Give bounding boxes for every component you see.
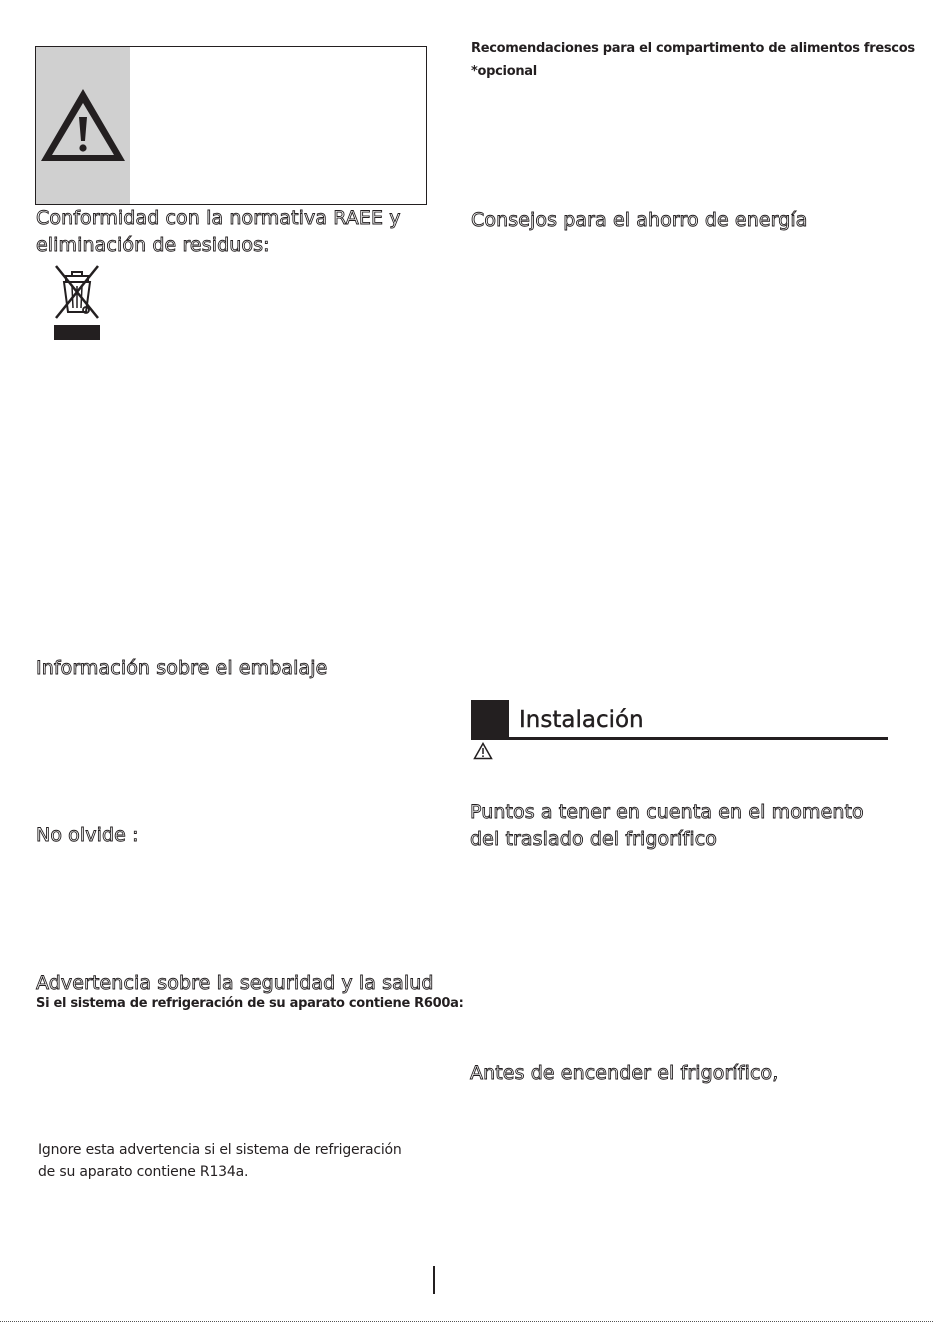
section-marker [471,700,509,738]
warning-box [35,46,427,205]
reminder-heading: No olvide : [36,824,139,846]
energy-heading: Consejos para el ahorro de energía [471,209,808,231]
small-warning-icon [473,742,493,760]
safety-subheading: Si el sistema de refrigeración de su aparato contiene R600a: [36,996,464,1011]
crossed-out-bin-icon [52,262,104,342]
weee-heading-line2: eliminación de residuos: [36,234,270,256]
section-title: Instalación [519,707,644,733]
bottom-dotted-edge [0,1321,933,1322]
warning-icon-panel [36,47,130,204]
before-power-heading: Antes de encender el frigorífico, [470,1062,779,1084]
section-rule [471,737,888,740]
weee-heading-line1: Conformidad con la normativa RAEE y [36,207,401,229]
ignore-note-line2: de su aparato contiene R134a. [38,1164,249,1180]
fresh-food-title: Recomendaciones para el compartimento de alimentos frescos [471,41,915,56]
optional-label: *opcional [471,64,537,79]
moving-heading-line1: Puntos a tener en cuenta en el momento [470,801,864,823]
packaging-heading: Información sobre el embalaje [36,657,328,679]
warning-triangle-icon [37,85,129,165]
ignore-note-line1: Ignore esta advertencia si el sistema de refrigeración [38,1142,402,1158]
moving-heading-line2: del traslado del frigorífico [470,828,717,850]
safety-heading: Advertencia sobre la seguridad y la salud [36,972,434,994]
page-number-rule [433,1266,435,1294]
